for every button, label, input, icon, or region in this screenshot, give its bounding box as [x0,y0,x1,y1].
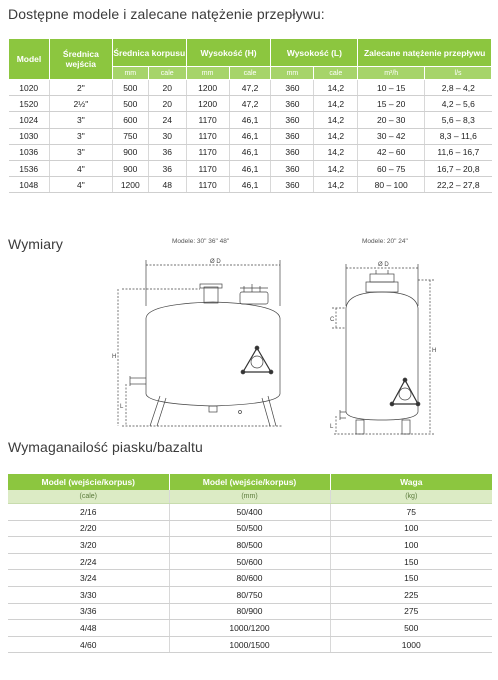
cell: 14,2 [314,112,358,128]
cell: 1170 [186,112,229,128]
cell: 1200 [186,80,229,96]
cell: 1170 [186,177,229,193]
cell: 3" [49,128,112,144]
table-row [9,112,492,128]
cell: 46,1 [229,144,271,160]
cell: 8,3 – 11,6 [425,128,492,144]
cell: 2/24 [8,553,169,570]
cell: 1536 [9,160,50,176]
cell: 1170 [186,160,229,176]
cell: 1170 [186,128,229,144]
cell: 60 – 75 [358,160,425,176]
unit-cell: cale [314,67,358,80]
cell: 360 [271,177,314,193]
cell: 46,1 [229,128,271,144]
cell: 1200 [112,177,148,193]
cell: 47,2 [229,96,271,112]
unit-cell: l/s [425,67,492,80]
cell: 14,2 [314,160,358,176]
header-body-diameter: Średnica korpusu [112,39,186,67]
cell: 4/60 [8,636,169,653]
cell: 1024 [9,112,50,128]
cell: 3" [49,144,112,160]
table-row [8,537,492,554]
table-row [8,603,492,620]
cell: 4" [49,160,112,176]
cell: 360 [271,112,314,128]
cell: 150 [330,553,492,570]
cell: 500 [330,620,492,637]
cell: 1030 [9,128,50,144]
cell: 360 [271,144,314,160]
cell: 16,7 – 20,8 [425,160,492,176]
table-row [8,586,492,603]
sand-quantity-table [8,474,492,653]
header-weight: Waga [330,474,492,490]
cell: 30 [148,128,186,144]
cell: 360 [271,96,314,112]
cell: 360 [271,160,314,176]
cell: 225 [330,586,492,603]
header-model-inch: Model (wejście/korpus) [8,474,169,490]
cell: 500 [112,96,148,112]
label-l-small: L [330,424,334,430]
cell: 4,2 – 5,6 [425,96,492,112]
unit-cell: (cale) [8,490,169,504]
cell: 10 – 15 [358,80,425,96]
cell: 3/20 [8,537,169,554]
cell: 3/24 [8,570,169,587]
table-row [8,520,492,537]
header-model-mm: Model (wejście/korpus) [169,474,330,490]
cell: 22,2 – 27,8 [425,177,492,193]
header-height-h: Wysokość (H) [186,39,271,67]
small-filter-drawing [332,264,437,434]
cell: 1048 [9,177,50,193]
cell: 46,1 [229,177,271,193]
cell: 900 [112,160,148,176]
cell: 5,6 – 8,3 [425,112,492,128]
dimension-drawings [0,244,498,444]
table-row [8,504,492,521]
caption-models-small: Modele: 20" 24" [362,238,408,245]
cell: 14,2 [314,177,358,193]
cell: 1000/1200 [169,620,330,637]
cell: 20 [148,80,186,96]
label-h-large: H [112,354,117,360]
unit-cell: cale [148,67,186,80]
section-title-models: Dostępne modele i zalecane natężenie przepływu: [8,6,325,22]
label-d-small: Ø D [378,262,389,268]
section-title-sand: Wymaganailość piasku/bazaltu [8,439,203,455]
cell: 80/750 [169,586,330,603]
table-row [9,144,492,160]
table-row [8,553,492,570]
large-filter-drawing [118,260,282,426]
cell: 14,2 [314,128,358,144]
unit-cell: mm [186,67,229,80]
cell: 500 [112,80,148,96]
cell: 4" [49,177,112,193]
label-d-large: Ø D [210,259,221,265]
cell: 150 [330,570,492,587]
section-title-dimensions: Wymiary [8,236,64,252]
cell: 14,2 [314,96,358,112]
table-row [9,177,492,193]
label-l-large: L [120,404,124,410]
cell: 47,2 [229,80,271,96]
cell: 1200 [186,96,229,112]
cell: 36 [148,160,186,176]
cell: 2½" [49,96,112,112]
cell: 46,1 [229,160,271,176]
cell: 1036 [9,144,50,160]
cell: 2/20 [8,520,169,537]
cell: 360 [271,80,314,96]
table-row [9,80,492,96]
cell: 1000 [330,636,492,653]
cell: 1020 [9,80,50,96]
cell: 75 [330,504,492,521]
cell: 42 – 60 [358,144,425,160]
cell: 80/900 [169,603,330,620]
table-row [8,570,492,587]
cell: 100 [330,520,492,537]
table-row [8,620,492,637]
label-h-small: H [432,348,437,354]
table-row [9,160,492,176]
cell: 275 [330,603,492,620]
cell: 14,2 [314,80,358,96]
cell: 2" [49,80,112,96]
cell: 14,2 [314,144,358,160]
cell: 3" [49,112,112,128]
cell: 1170 [186,144,229,160]
cell: 20 [148,96,186,112]
models-flow-table [8,38,492,193]
unit-cell: cale [229,67,271,80]
header-height-l: Wysokość (L) [271,39,358,67]
cell: 50/400 [169,504,330,521]
cell: 36 [148,144,186,160]
cell: 750 [112,128,148,144]
cell: 46,1 [229,112,271,128]
cell: 50/600 [169,553,330,570]
cell: 80/600 [169,570,330,587]
unit-cell: m³/h [358,67,425,80]
cell: 80/500 [169,537,330,554]
header-flow: Zalecane natężenie przepływu [358,39,492,67]
cell: 3/36 [8,603,169,620]
cell: 1000/1500 [169,636,330,653]
cell: 20 – 30 [358,112,425,128]
cell: 15 – 20 [358,96,425,112]
cell: 2/16 [8,504,169,521]
header-inlet-diameter: Średnica wejścia [49,39,112,80]
cell: 1520 [9,96,50,112]
cell: 48 [148,177,186,193]
cell: 4/48 [8,620,169,637]
unit-cell: mm [112,67,148,80]
cell: 30 – 42 [358,128,425,144]
unit-cell: (mm) [169,490,330,504]
table-row [9,96,492,112]
cell: 50/500 [169,520,330,537]
cell: 11,6 – 16,7 [425,144,492,160]
cell: 600 [112,112,148,128]
table-row [9,128,492,144]
unit-cell: (kg) [330,490,492,504]
cell: 900 [112,144,148,160]
cell: 2,8 – 4,2 [425,80,492,96]
cell: 80 – 100 [358,177,425,193]
caption-models-large: Modele: 30" 36" 48" [172,238,230,245]
units-row [8,490,492,504]
unit-cell: mm [271,67,314,80]
header-model: Model [9,39,50,80]
cell: 3/30 [8,586,169,603]
cell: 360 [271,128,314,144]
cell: 100 [330,537,492,554]
cell: 24 [148,112,186,128]
table-row [8,636,492,653]
label-c-small: C [330,317,335,323]
